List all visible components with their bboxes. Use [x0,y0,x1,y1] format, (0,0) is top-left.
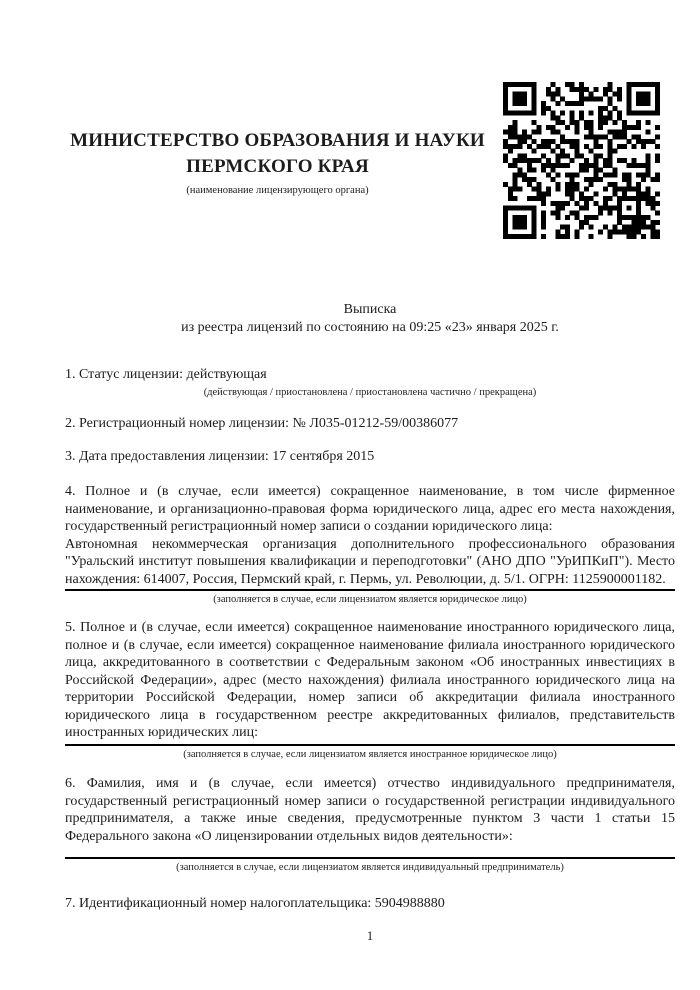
entrepreneur-blank-line [65,857,675,859]
title-line-vypiska: Выписка [343,302,397,317]
legal-entity-caption: (заполняется в случае, если лицензиатом является юридическое лицо) [213,594,527,605]
license-status-text: 1. Статус лицензии: действующая [65,367,267,382]
entrepreneur-caption: (заполняется в случае, если лицензиатом является индивидуальный предприниматель) [176,862,564,873]
item-6-individual-entrepreneur [65,775,675,874]
foreign-entity-blank-line [65,744,675,746]
legal-entity-underline [65,589,675,591]
ministry-name-line1: МИНИСТЕРСТВО ОБРАЗОВАНИЯ И НАУКИ [70,130,485,151]
document-title [65,301,675,336]
foreign-entity-label: 5. Полное и (в случае, если имеется) сокращенное наименование иностранного юридического лица, полное и (в случае, если имеется) сокращенное наименование филиала иностранного юридического лица, аккредитованного в соответствии с Федеральным законом «Об иностранных инвестициях в Российской Федерации», адрес (место нахождения) филиала иностранного юридического лица на территории Российской Федерации, номер записи об аккредитации филиала иностранного юридического лица в государственном реестре аккредитованных филиалов, представительств иностранных юридических лиц: [65,620,675,740]
item-4-legal-entity [65,483,675,606]
licensing-authority-caption: (наименование лицензирующего органа) [186,185,369,196]
license-date-text: 3. Дата предоставления лицензии: 17 сентября 2015 [65,449,375,464]
licensing-authority-header [65,128,490,197]
item-3-license-date [65,448,675,466]
foreign-entity-caption: (заполняется в случае, если лицензиатом является иностранное юридическое лицо) [183,748,557,760]
legal-entity-label: 4. Полное и (в случае, если имеется) сокращенное наименование, в том числе фирменное наименование, и организационно-правовая форма юридического лица, адрес его места нахождения, государственный регистрационный номер записи о создании юридического лица: [65,484,675,534]
item-7-taxpayer-number [65,895,675,913]
item-2-registration-number [65,415,675,433]
license-status-options-caption: (действующая / приостановлена / приостановлена частично / прекращена) [203,386,537,398]
item-5-foreign-entity [65,619,675,761]
legal-entity-value: Автономная некоммерческая организация дополнительного профессионального образования "Уральский институт повышения квалификации и переподготовки" (АНО ДПО "УрИПКиП"). Место нахождения: 614007, Россия, Пермский край, г. Пермь, ул. Революции, д. 5/1. ОГРН: 1125900001182. [65,536,675,587]
ministry-name-line2: ПЕРМСКОГО КРАЯ [186,156,369,177]
registration-number-text: 2. Регистрационный номер лицензии: № Л035-01212-59/00386077 [65,416,459,431]
entrepreneur-label: 6. Фамилия, имя и (в случае, если имеется) отчество индивидуального предпринимателя, государственный регистрационный номер записи о государственной регистрации индивидуального предпринимателя, а также иные сведения, предусмотренные пунктом 3 части 1 статьи 15 Федерального закона «О лицензировании отдельных видов деятельности»: [65,776,675,844]
qr-code [503,82,660,239]
page-number: 1 [366,928,374,943]
title-line-registry-date: из реестра лицензий по состоянию на 09:25 «23» января 2025 г. [181,319,559,335]
qr-code-image [503,82,660,239]
taxpayer-number-text: 7. Идентификационный номер налогоплательщика: 5904988880 [65,896,445,911]
item-1-license-status [65,366,675,399]
